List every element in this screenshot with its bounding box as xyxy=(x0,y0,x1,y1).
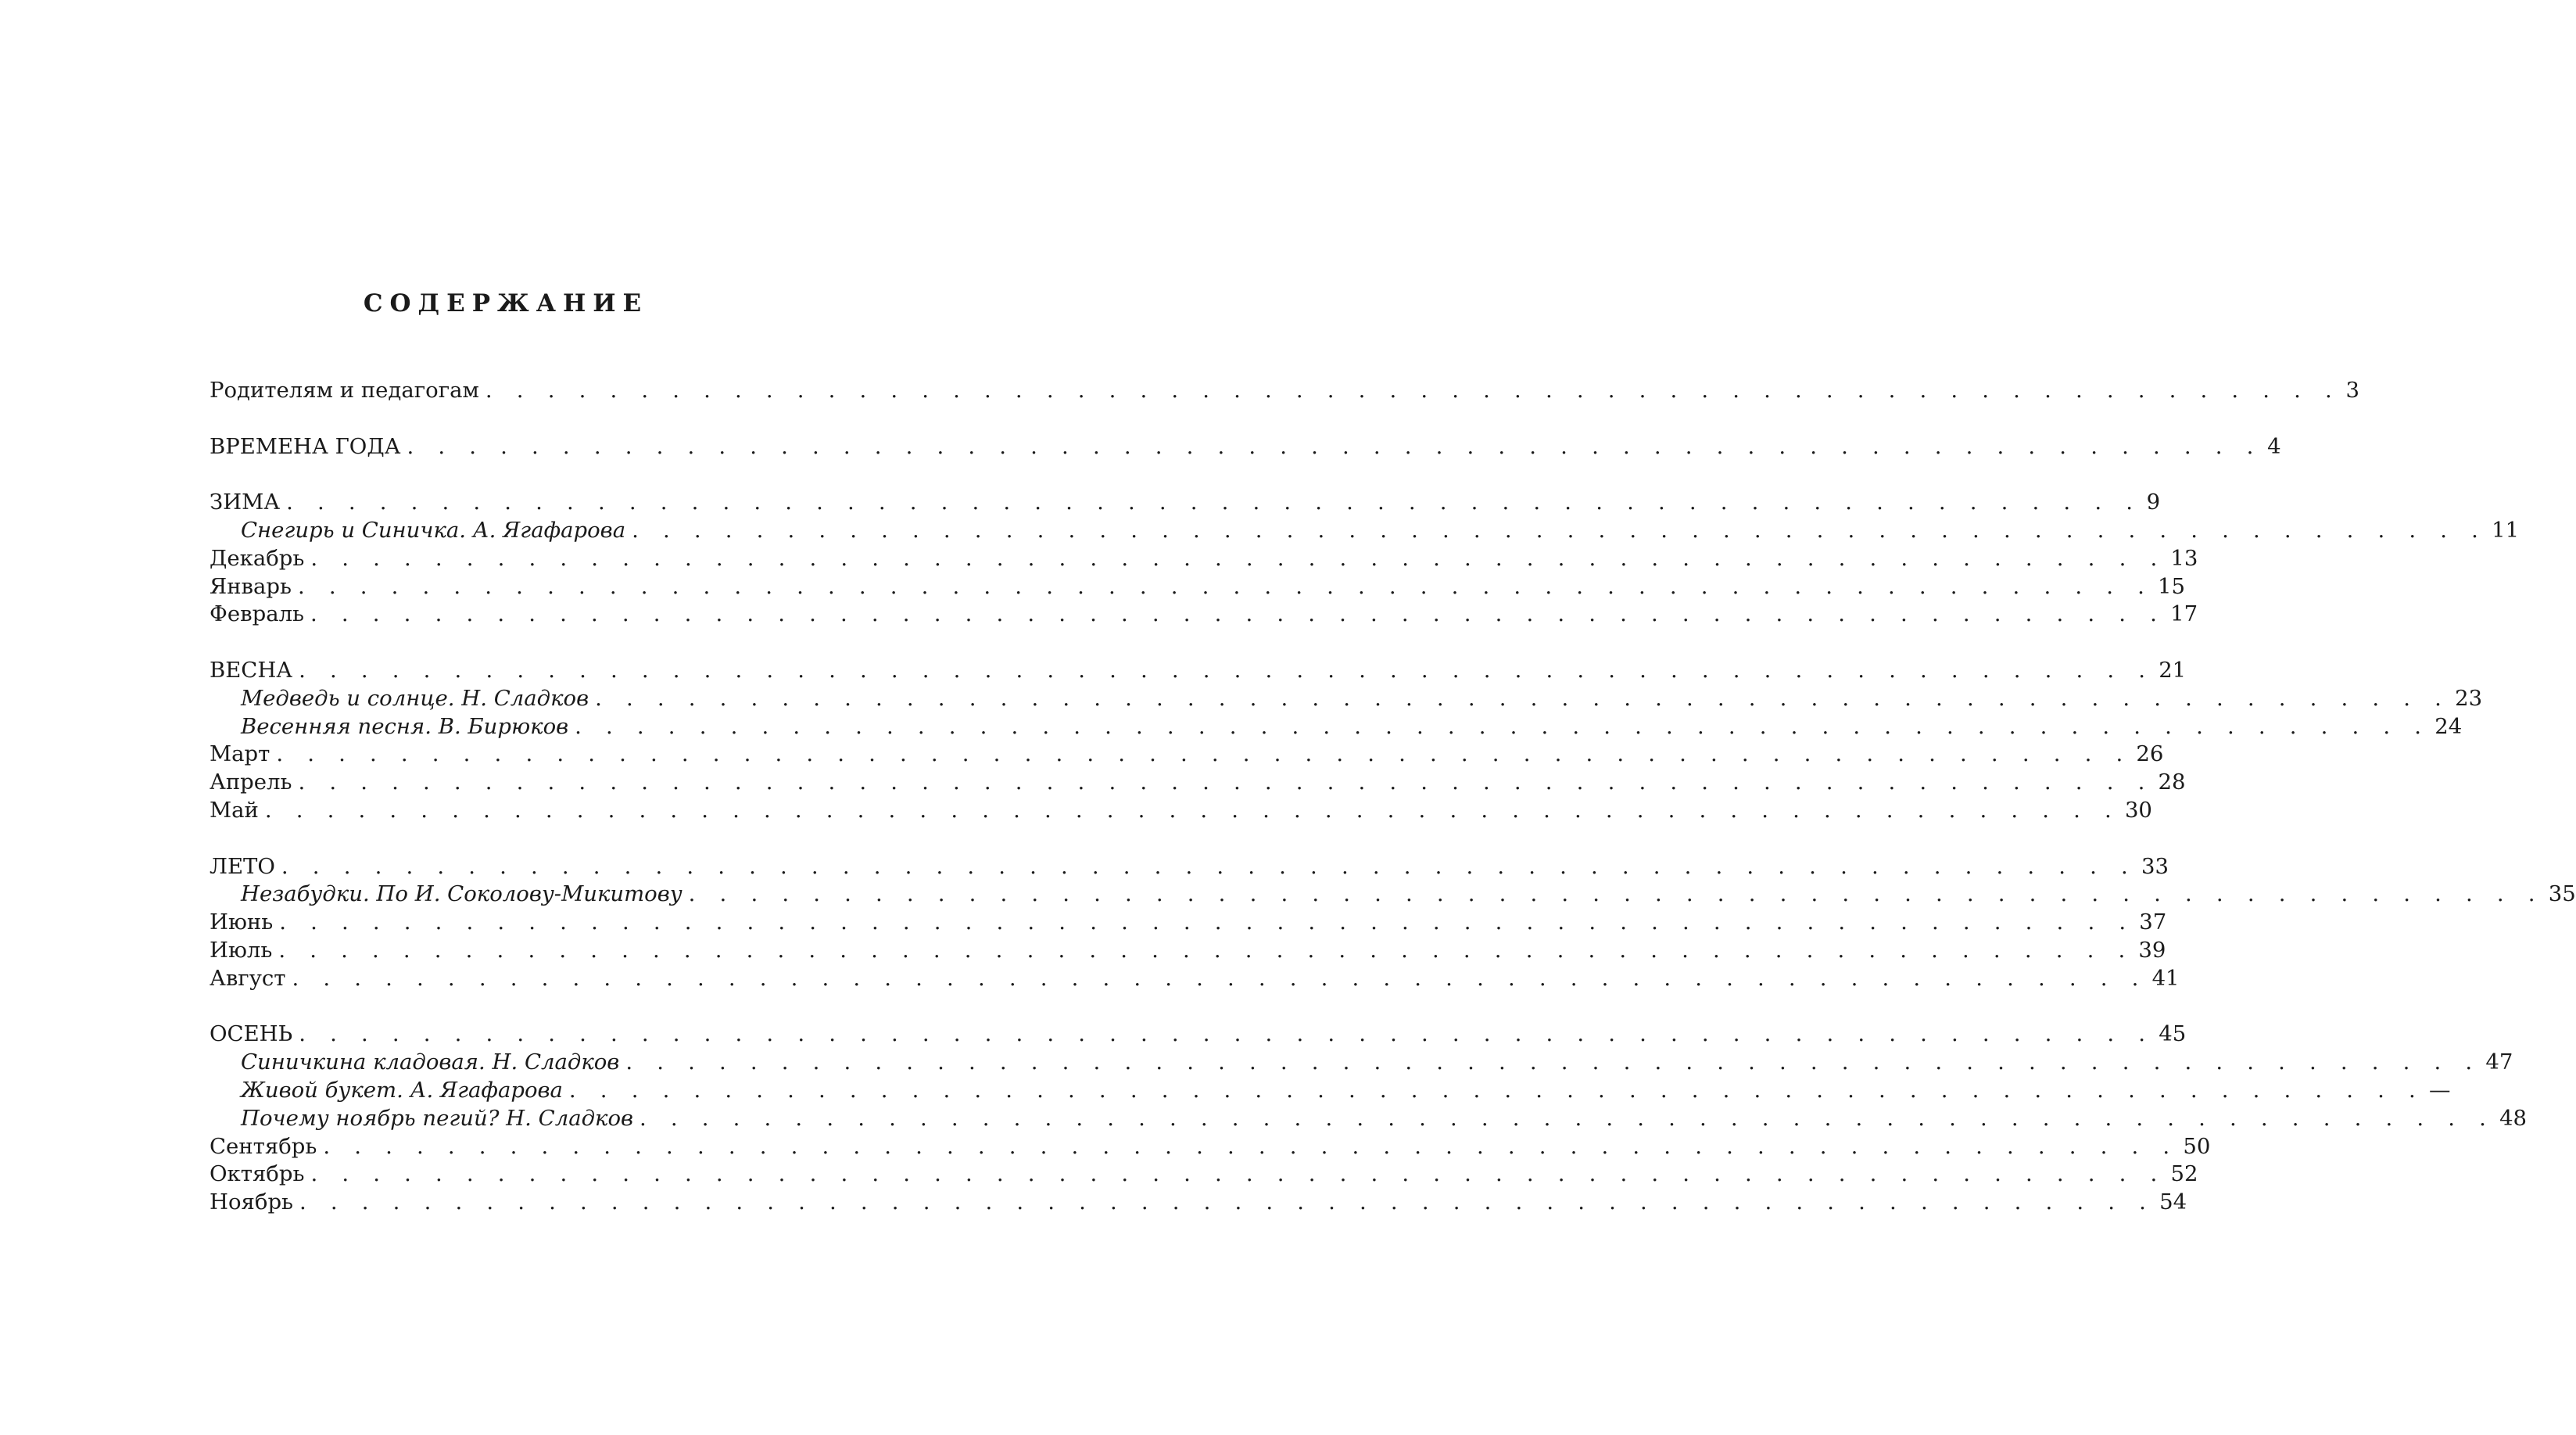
toc-page-number: 39 xyxy=(2138,937,2166,963)
toc-page-number: 21 xyxy=(2159,657,2187,683)
toc-entry-label: Живой букет. А. Ягафарова xyxy=(241,1077,563,1103)
toc-entry-label: Незабудки. По И. Соколову-Микитову xyxy=(241,881,683,907)
toc-entry[interactable] xyxy=(210,377,2359,405)
toc-page-number: 50 xyxy=(2183,1133,2211,1159)
dot-leader: . . . . . . . . . . . . . . . . . . . . . . . . . . . . . . . . . . . . . . . . . . . . . . . . . . . . . . . . . . . . xyxy=(575,713,2431,739)
section-gap xyxy=(210,405,796,433)
toc-entry-label: Февраль xyxy=(210,601,305,627)
toc-page-number: 30 xyxy=(2124,797,2152,823)
toc-entry-label: Почему ноябрь пегий? Н. Сладков xyxy=(241,1105,634,1131)
dot-leader: . . . . . . . . . . . . . . . . . . . . . . . . . . . . . . . . . . . . . . . . . . . . . . . . . . . . . . . . . . . . xyxy=(632,517,2488,543)
toc-page-number: 33 xyxy=(2141,853,2169,879)
dot-leader: . . . . . . . . . . . . . . . . . . . . . . . . . . . . . . . . . . . . . . . . . . . . . . . . . . . . . . . . . . . . xyxy=(276,741,2132,767)
dot-leader: . . . . . . . . . . . . . . . . . . . . . . . . . . . . . . . . . . . . . . . . . . . . . . . . . . . . . . . . . . . . xyxy=(625,1049,2481,1075)
dot-leader: . . . . . . . . . . . . . . . . . . . . . . . . . . . . . . . . . . . . . . . . . . . . . . . . . . . . . . . . . . . . xyxy=(407,433,2263,459)
toc-entry[interactable] xyxy=(210,657,2187,685)
toc-entry-label: Синичкина кладовая. Н. Сладков xyxy=(241,1049,620,1075)
toc-page-number: 37 xyxy=(2139,909,2167,935)
toc-entry-label: Март xyxy=(210,741,270,767)
toc-entry[interactable] xyxy=(210,1161,2198,1189)
toc-entry-label: Январь xyxy=(210,573,292,599)
toc-entry-label: ЛЕТО xyxy=(210,853,275,879)
toc-subentry[interactable] xyxy=(210,881,2576,909)
toc-entry-label: ОСЕНЬ xyxy=(210,1021,293,1047)
toc-entry-label: Апрель xyxy=(210,770,292,795)
toc-page-number: — xyxy=(2428,1077,2451,1103)
toc-subentry[interactable] xyxy=(210,517,2520,545)
toc-page-number: 47 xyxy=(2485,1049,2513,1075)
toc-entry[interactable] xyxy=(210,1133,2211,1161)
toc-page-number: 28 xyxy=(2158,770,2186,795)
dot-leader: . . . . . . . . . . . . . . . . . . . . . . . . . . . . . . . . . . . . . . . . . . . . . . . . . . . . . . . . . . . . xyxy=(299,1189,2155,1215)
toc-entry[interactable] xyxy=(210,965,2180,993)
toc-entry-label: Июль xyxy=(210,937,273,963)
toc-entry[interactable] xyxy=(210,489,2161,517)
toc-entry[interactable] xyxy=(210,853,2169,881)
toc-entry-label: ВРЕМЕНА ГОДА xyxy=(210,433,401,459)
toc-entry-label: Медведь и солнце. Н. Сладков xyxy=(241,685,589,711)
dot-leader: . . . . . . . . . . . . . . . . . . . . . . . . . . . . . . . . . . . . . . . . . . . . . . . . . . . . . . . . . . . . xyxy=(279,909,2135,935)
toc-entry[interactable] xyxy=(210,545,2198,573)
dot-leader: . . . . . . . . . . . . . . . . . . . . . . . . . . . . . . . . . . . . . . . . . . . . . . . . . . . . . . . . . . . . xyxy=(264,797,2120,823)
toc-page-number: 17 xyxy=(2170,601,2198,627)
dot-leader: . . . . . . . . . . . . . . . . . . . . . . . . . . . . . . . . . . . . . . . . . . . . . . . . . . . . . . . . . . . . xyxy=(640,1105,2495,1131)
toc-entry-label: Снегирь и Синичка. А. Ягафарова xyxy=(241,517,626,543)
toc-entry[interactable] xyxy=(210,769,2186,797)
dot-leader: . . . . . . . . . . . . . . . . . . . . . . . . . . . . . . . . . . . . . . . . . . . . . . . . . . . . . . . . . . . . xyxy=(568,1077,2424,1103)
toc-entry[interactable] xyxy=(210,601,2198,629)
dot-leader: . . . . . . . . . . . . . . . . . . . . . . . . . . . . . . . . . . . . . . . . . . . . . . . . . . . . . . . . . . . . xyxy=(299,1021,2155,1047)
dot-leader: . . . . . . . . . . . . . . . . . . . . . . . . . . . . . . . . . . . . . . . . . . . . . . . . . . . . . . . . . . . . xyxy=(688,881,2544,907)
toc-entry-label: ЗИМА xyxy=(210,490,281,515)
toc-page-number: 11 xyxy=(2492,517,2520,543)
table-of-contents xyxy=(210,377,2576,1217)
toc-entry[interactable] xyxy=(210,797,2152,825)
toc-page-number: 41 xyxy=(2151,965,2180,991)
toc-entry-label: Август xyxy=(210,965,286,991)
dot-leader: . . . . . . . . . . . . . . . . . . . . . . . . . . . . . . . . . . . . . . . . . . . . . . . . . . . . . . . . . . . . xyxy=(299,657,2155,683)
dot-leader: . . . . . . . . . . . . . . . . . . . . . . . . . . . . . . . . . . . . . . . . . . . . . . . . . . . . . . . . . . . . xyxy=(310,545,2166,571)
toc-subentry[interactable] xyxy=(210,1105,2528,1133)
toc-page-number: 4 xyxy=(2267,433,2281,459)
dot-leader: . . . . . . . . . . . . . . . . . . . . . . . . . . . . . . . . . . . . . . . . . . . . . . . . . . . . . . . . . . . . xyxy=(310,601,2166,627)
toc-page-number: 3 xyxy=(2345,378,2359,403)
toc-page-number: 52 xyxy=(2170,1161,2198,1187)
toc-page-number: 9 xyxy=(2146,490,2161,515)
toc-page-number: 54 xyxy=(2159,1189,2187,1215)
toc-entry-label: Весенняя песня. В. Бирюков xyxy=(241,713,569,739)
toc-entry[interactable] xyxy=(210,741,2164,769)
section-gap xyxy=(210,629,796,657)
toc-entry-label: Сентябрь xyxy=(210,1133,317,1159)
toc-entry-label: Декабрь xyxy=(210,545,305,571)
toc-entry-label: Май xyxy=(210,797,259,823)
toc-entry[interactable] xyxy=(210,1021,2187,1049)
dot-leader: . . . . . . . . . . . . . . . . . . . . . . . . . . . . . . . . . . . . . . . . . . . . . . . . . . . . . . . . . . . . xyxy=(323,1133,2179,1159)
dot-leader: . . . . . . . . . . . . . . . . . . . . . . . . . . . . . . . . . . . . . . . . . . . . . . . . . . . . . . . . . . . . xyxy=(595,685,2451,711)
toc-subentry[interactable] xyxy=(210,685,2483,713)
toc-entry-label: Июнь xyxy=(210,909,274,935)
dot-leader: . . . . . . . . . . . . . . . . . . . . . . . . . . . . . . . . . . . . . . . . . . . . . . . . . . . . . . . . . . . . xyxy=(286,490,2142,515)
dot-leader: . . . . . . . . . . . . . . . . . . . . . . . . . . . . . . . . . . . . . . . . . . . . . . . . . . . . . . . . . . . . xyxy=(485,378,2341,403)
dot-leader: . . . . . . . . . . . . . . . . . . . . . . . . . . . . . . . . . . . . . . . . . . . . . . . . . . . . . . . . . . . . xyxy=(298,770,2154,795)
toc-entry-label: Ноябрь xyxy=(210,1189,294,1215)
section-gap xyxy=(210,993,796,1021)
toc-subentry[interactable] xyxy=(210,1049,2513,1077)
dot-leader: . . . . . . . . . . . . . . . . . . . . . . . . . . . . . . . . . . . . . . . . . . . . . . . . . . . . . . . . . . . . xyxy=(278,937,2134,963)
toc-entry-label: Октябрь xyxy=(210,1161,305,1187)
toc-subentry[interactable] xyxy=(210,713,2463,741)
toc-entry[interactable] xyxy=(210,573,2186,601)
toc-entry[interactable] xyxy=(210,909,2167,937)
dot-leader: . . . . . . . . . . . . . . . . . . . . . . . . . . . . . . . . . . . . . . . . . . . . . . . . . . . . . . . . . . . . xyxy=(292,965,2148,991)
toc-page-number: 45 xyxy=(2159,1021,2187,1047)
toc-page-number: 35 xyxy=(2548,881,2576,907)
toc-page-number: 26 xyxy=(2136,741,2164,767)
section-gap xyxy=(210,461,796,489)
dot-leader: . . . . . . . . . . . . . . . . . . . . . . . . . . . . . . . . . . . . . . . . . . . . . . . . . . . . . . . . . . . . xyxy=(310,1161,2166,1187)
toc-page-number: 15 xyxy=(2158,573,2186,599)
toc-page-number: 24 xyxy=(2434,713,2463,739)
toc-entry[interactable] xyxy=(210,433,2281,461)
toc-page-number: 13 xyxy=(2170,545,2198,571)
toc-page-number: 48 xyxy=(2499,1105,2528,1131)
toc-page-number: 23 xyxy=(2455,685,2483,711)
page-title: СОДЕРЖАНИЕ xyxy=(363,289,649,317)
dot-leader: . . . . . . . . . . . . . . . . . . . . . . . . . . . . . . . . . . . . . . . . . . . . . . . . . . . . . . . . . . . . xyxy=(281,853,2137,879)
toc-subentry[interactable] xyxy=(210,1077,2451,1105)
dot-leader: . . . . . . . . . . . . . . . . . . . . . . . . . . . . . . . . . . . . . . . . . . . . . . . . . . . . . . . . . . . . xyxy=(298,573,2154,599)
toc-entry[interactable] xyxy=(210,1189,2187,1217)
section-gap xyxy=(210,825,796,853)
toc-entry-label: Родителям и педагогам xyxy=(210,378,479,403)
toc-entry[interactable] xyxy=(210,937,2166,965)
toc-entry-label: ВЕСНА xyxy=(210,657,293,683)
